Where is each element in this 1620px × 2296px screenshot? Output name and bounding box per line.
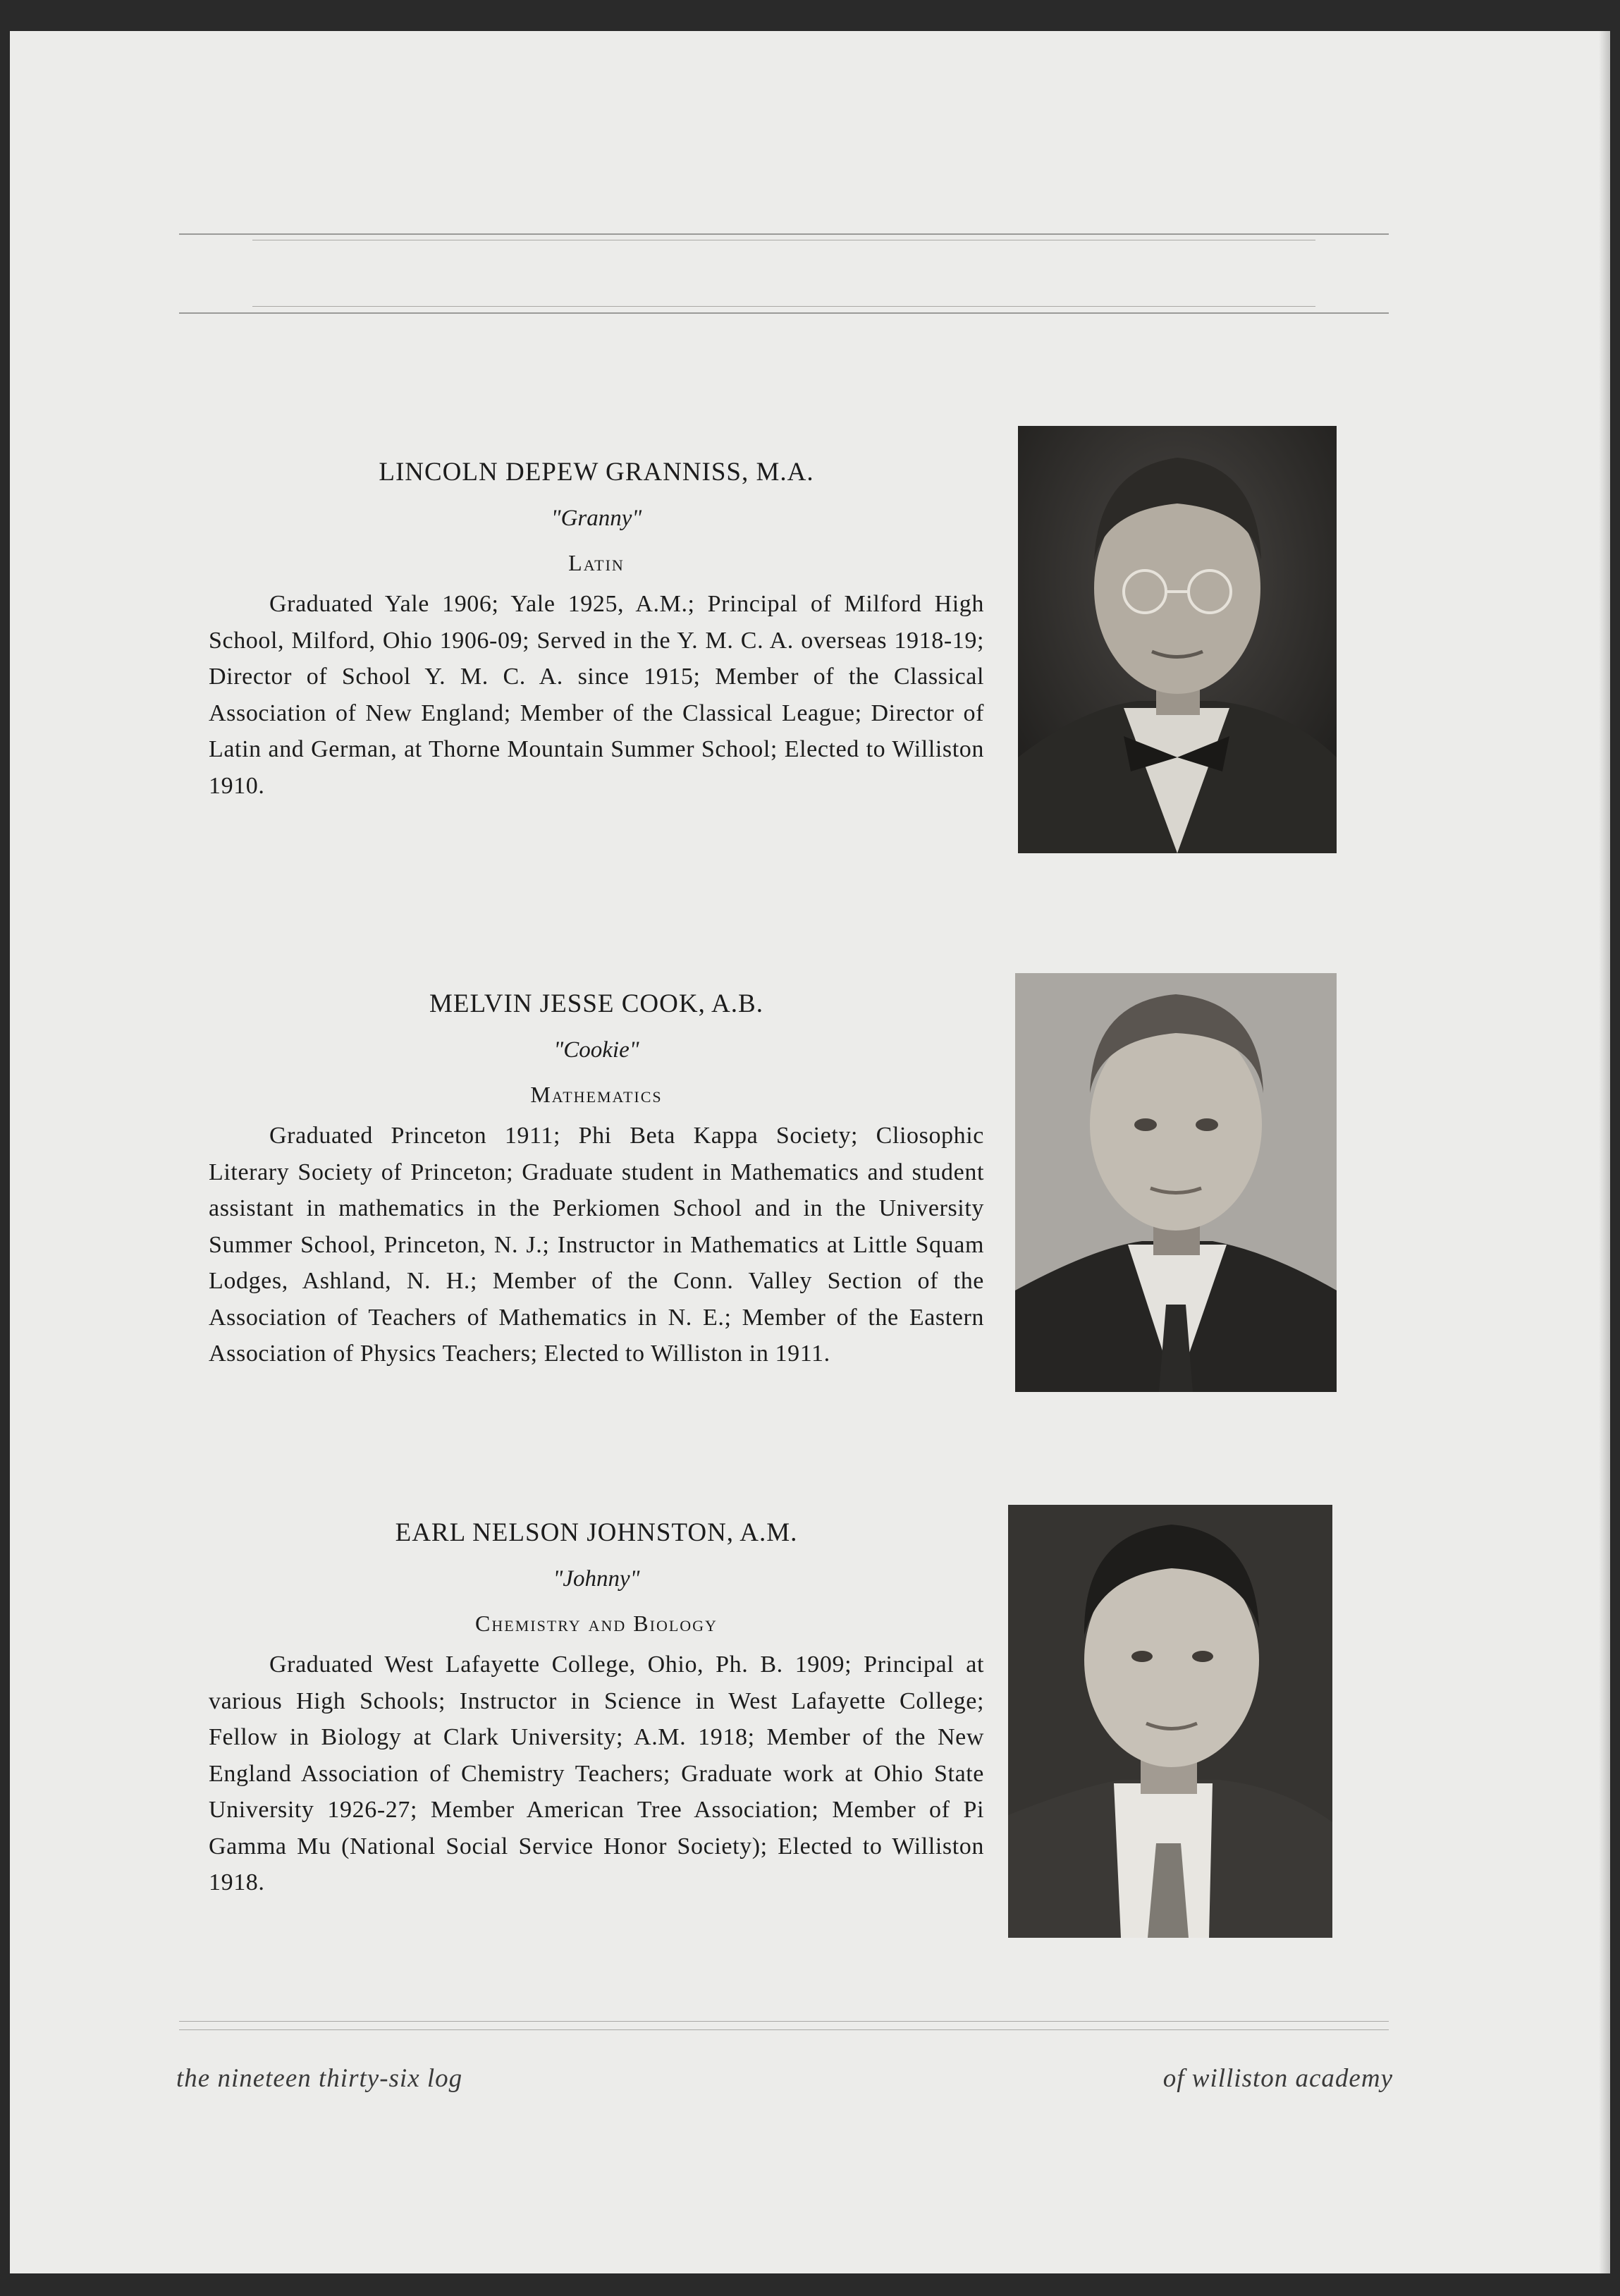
page-edge-shadow bbox=[1599, 31, 1610, 2273]
footer-rule-bottom bbox=[179, 2029, 1389, 2030]
faculty-nickname: "Cookie" bbox=[553, 1037, 639, 1063]
faculty-nickname: "Johnny" bbox=[553, 1566, 640, 1592]
faculty-portrait-photo bbox=[1018, 426, 1337, 853]
faculty-bio: Graduated Yale 1906; Yale 1925, A.M.; Principal of Milford High School, Milford, Ohio 1906-09; Served in the Y. M. C. A. overseas 1918-19; Director of School Y. M. C. A. since 1915; Member of the Classical Association of New England; Member of the Classical League; Director of Latin and German, at Thorne Mountain Summer School; Elected to Williston 1910. bbox=[209, 591, 984, 799]
footer-right-text: of williston academy bbox=[1162, 2064, 1393, 2093]
header-rule-top bbox=[179, 233, 1389, 235]
faculty-bio: Graduated West Lafayette College, Ohio, Ph. B. 1909; Principal at various High Schools; Instructor in Science in West Lafayette College; Fellow in Biology at Clark University; A.M. 1918; Member of the New England Association of Chemistry Teachers; Graduate work at Ohio State University 1926-27; Member American Tree Association; Member of Pi Gamma Mu (National Social Service Honor Society); Elected to Williston 1918. bbox=[209, 1651, 984, 1895]
header-rule-bottom bbox=[179, 312, 1389, 314]
header-rule-bottom-inner bbox=[252, 306, 1315, 307]
faculty-portrait-photo bbox=[1008, 1505, 1332, 1938]
yearbook-page bbox=[10, 31, 1610, 2273]
faculty-name: MELVIN JESSE COOK, A.B. bbox=[429, 989, 763, 1018]
faculty-subject: Mathematics bbox=[530, 1082, 663, 1107]
faculty-subject: Chemistry and Biology bbox=[475, 1611, 718, 1636]
faculty-subject: Latin bbox=[568, 550, 625, 575]
faculty-entry bbox=[209, 457, 984, 804]
faculty-name: EARL NELSON JOHNSTON, A.M. bbox=[395, 1518, 798, 1547]
faculty-nickname: "Granny" bbox=[551, 506, 642, 531]
faculty-entry bbox=[209, 989, 984, 1372]
faculty-bio: Graduated Princeton 1911; Phi Beta Kappa Society; Cliosophic Literary Society of Princeton; Graduate student in Mathematics and student assistant in mathematics in the Perkiomen School and in the University Summer School, Princeton, N. J.; Instructor in Mathematics at Little Squam Lodges, Ashland, N. H.; Member of the Conn. Valley Section of the Association of Teachers of Mathematics in N. E.; Member of the Eastern Association of Physics Teachers; Elected to Williston in 1911. bbox=[209, 1123, 984, 1367]
faculty-name: LINCOLN DEPEW GRANNISS, M.A. bbox=[379, 458, 814, 487]
faculty-portrait-photo bbox=[1015, 973, 1337, 1392]
faculty-entry bbox=[209, 1518, 984, 1901]
footer-rule-top bbox=[179, 2021, 1389, 2022]
footer-left-text: the nineteen thirty-six log bbox=[176, 2064, 463, 2093]
